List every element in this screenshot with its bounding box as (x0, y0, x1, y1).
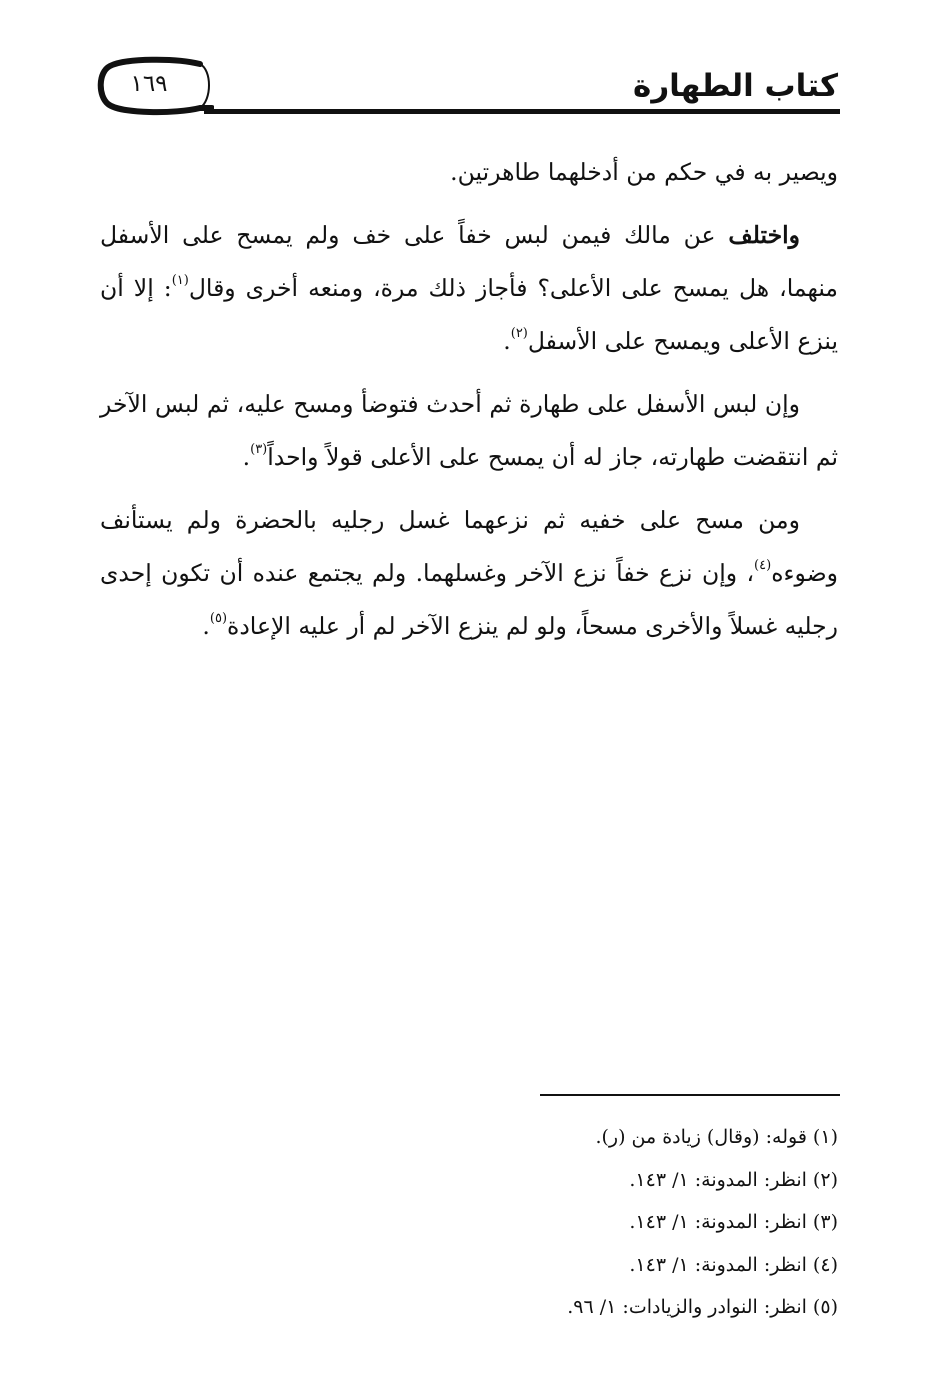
lead-word: واختلف (728, 221, 800, 249)
footnote-3: (٣) انظر: المدونة: ١/ ١٤٣. (629, 1211, 838, 1233)
text-segment: . (242, 443, 251, 471)
footnote-5: (٥) انظر: النوادر والزيادات: ١/ ٩٦. (567, 1296, 838, 1318)
main-text (100, 146, 838, 663)
page-number-badge (96, 56, 202, 116)
text-segment: : إلا أن ينزع الأعلى ويمسح على الأسفل (100, 274, 838, 355)
footnote-reference[interactable]: (٤) (754, 558, 772, 573)
header-rule (204, 109, 840, 114)
footnote-1: (١) قوله: (وقال) زيادة من (ر). (595, 1126, 838, 1148)
text-segment: . (202, 612, 210, 640)
paragraph (100, 146, 838, 199)
paragraph (100, 494, 838, 653)
chapter-title: كتاب الطهارة (633, 68, 838, 104)
page-number: ١٦٩ (130, 71, 168, 97)
footnote-4: (٤) انظر: المدونة: ١/ ١٤٣. (629, 1253, 838, 1276)
footnotes (100, 1116, 838, 1329)
footnote-2: (٢) انظر: المدونة: ١/ ١٤٣. (629, 1168, 838, 1191)
text-segment: عن مالك فيمن لبس خفاً على خف ولم يمسح على الأسفل منهما، هل يمسح على الأعلى؟ فأجاز ذلك مرة، ومنعه أخرى وقال (100, 221, 839, 302)
paragraph (100, 378, 838, 484)
text-segment: ويصير به في حكم من أدخلهما طاهرتين. (450, 158, 838, 186)
footnote-reference[interactable]: (٣) (250, 442, 268, 457)
paragraph (100, 209, 838, 368)
text-segment: . (503, 327, 511, 355)
text-segment: وإن لبس الأسفل على طهارة ثم أحدث فتوضأ ومسح عليه، ثم لبس الآخر ثم انتقضت طهارته، جاز له أن يمسح على الأعلى قولاً واحداً (100, 390, 838, 471)
footnote-reference[interactable]: (١) (171, 273, 189, 288)
page-header (92, 48, 840, 126)
text-segment: ، وإن نزع خفاً نزع الآخر وغسلهما. ولم يجتمع عنده أن تكون إحدى رجليه غسلاً والأخرى مسحاً، ولو لم ينزع الآخر لم أر عليه الإعادة (100, 559, 838, 640)
footnote-reference[interactable]: (٥) (209, 611, 228, 626)
footnote-rule (540, 1094, 840, 1096)
footnote-reference[interactable]: (٢) (510, 326, 528, 341)
text-segment: ومن مسح على خفيه ثم نزعهما غسل رجليه بالحضرة ولم يستأنف وضوءه (100, 506, 838, 587)
